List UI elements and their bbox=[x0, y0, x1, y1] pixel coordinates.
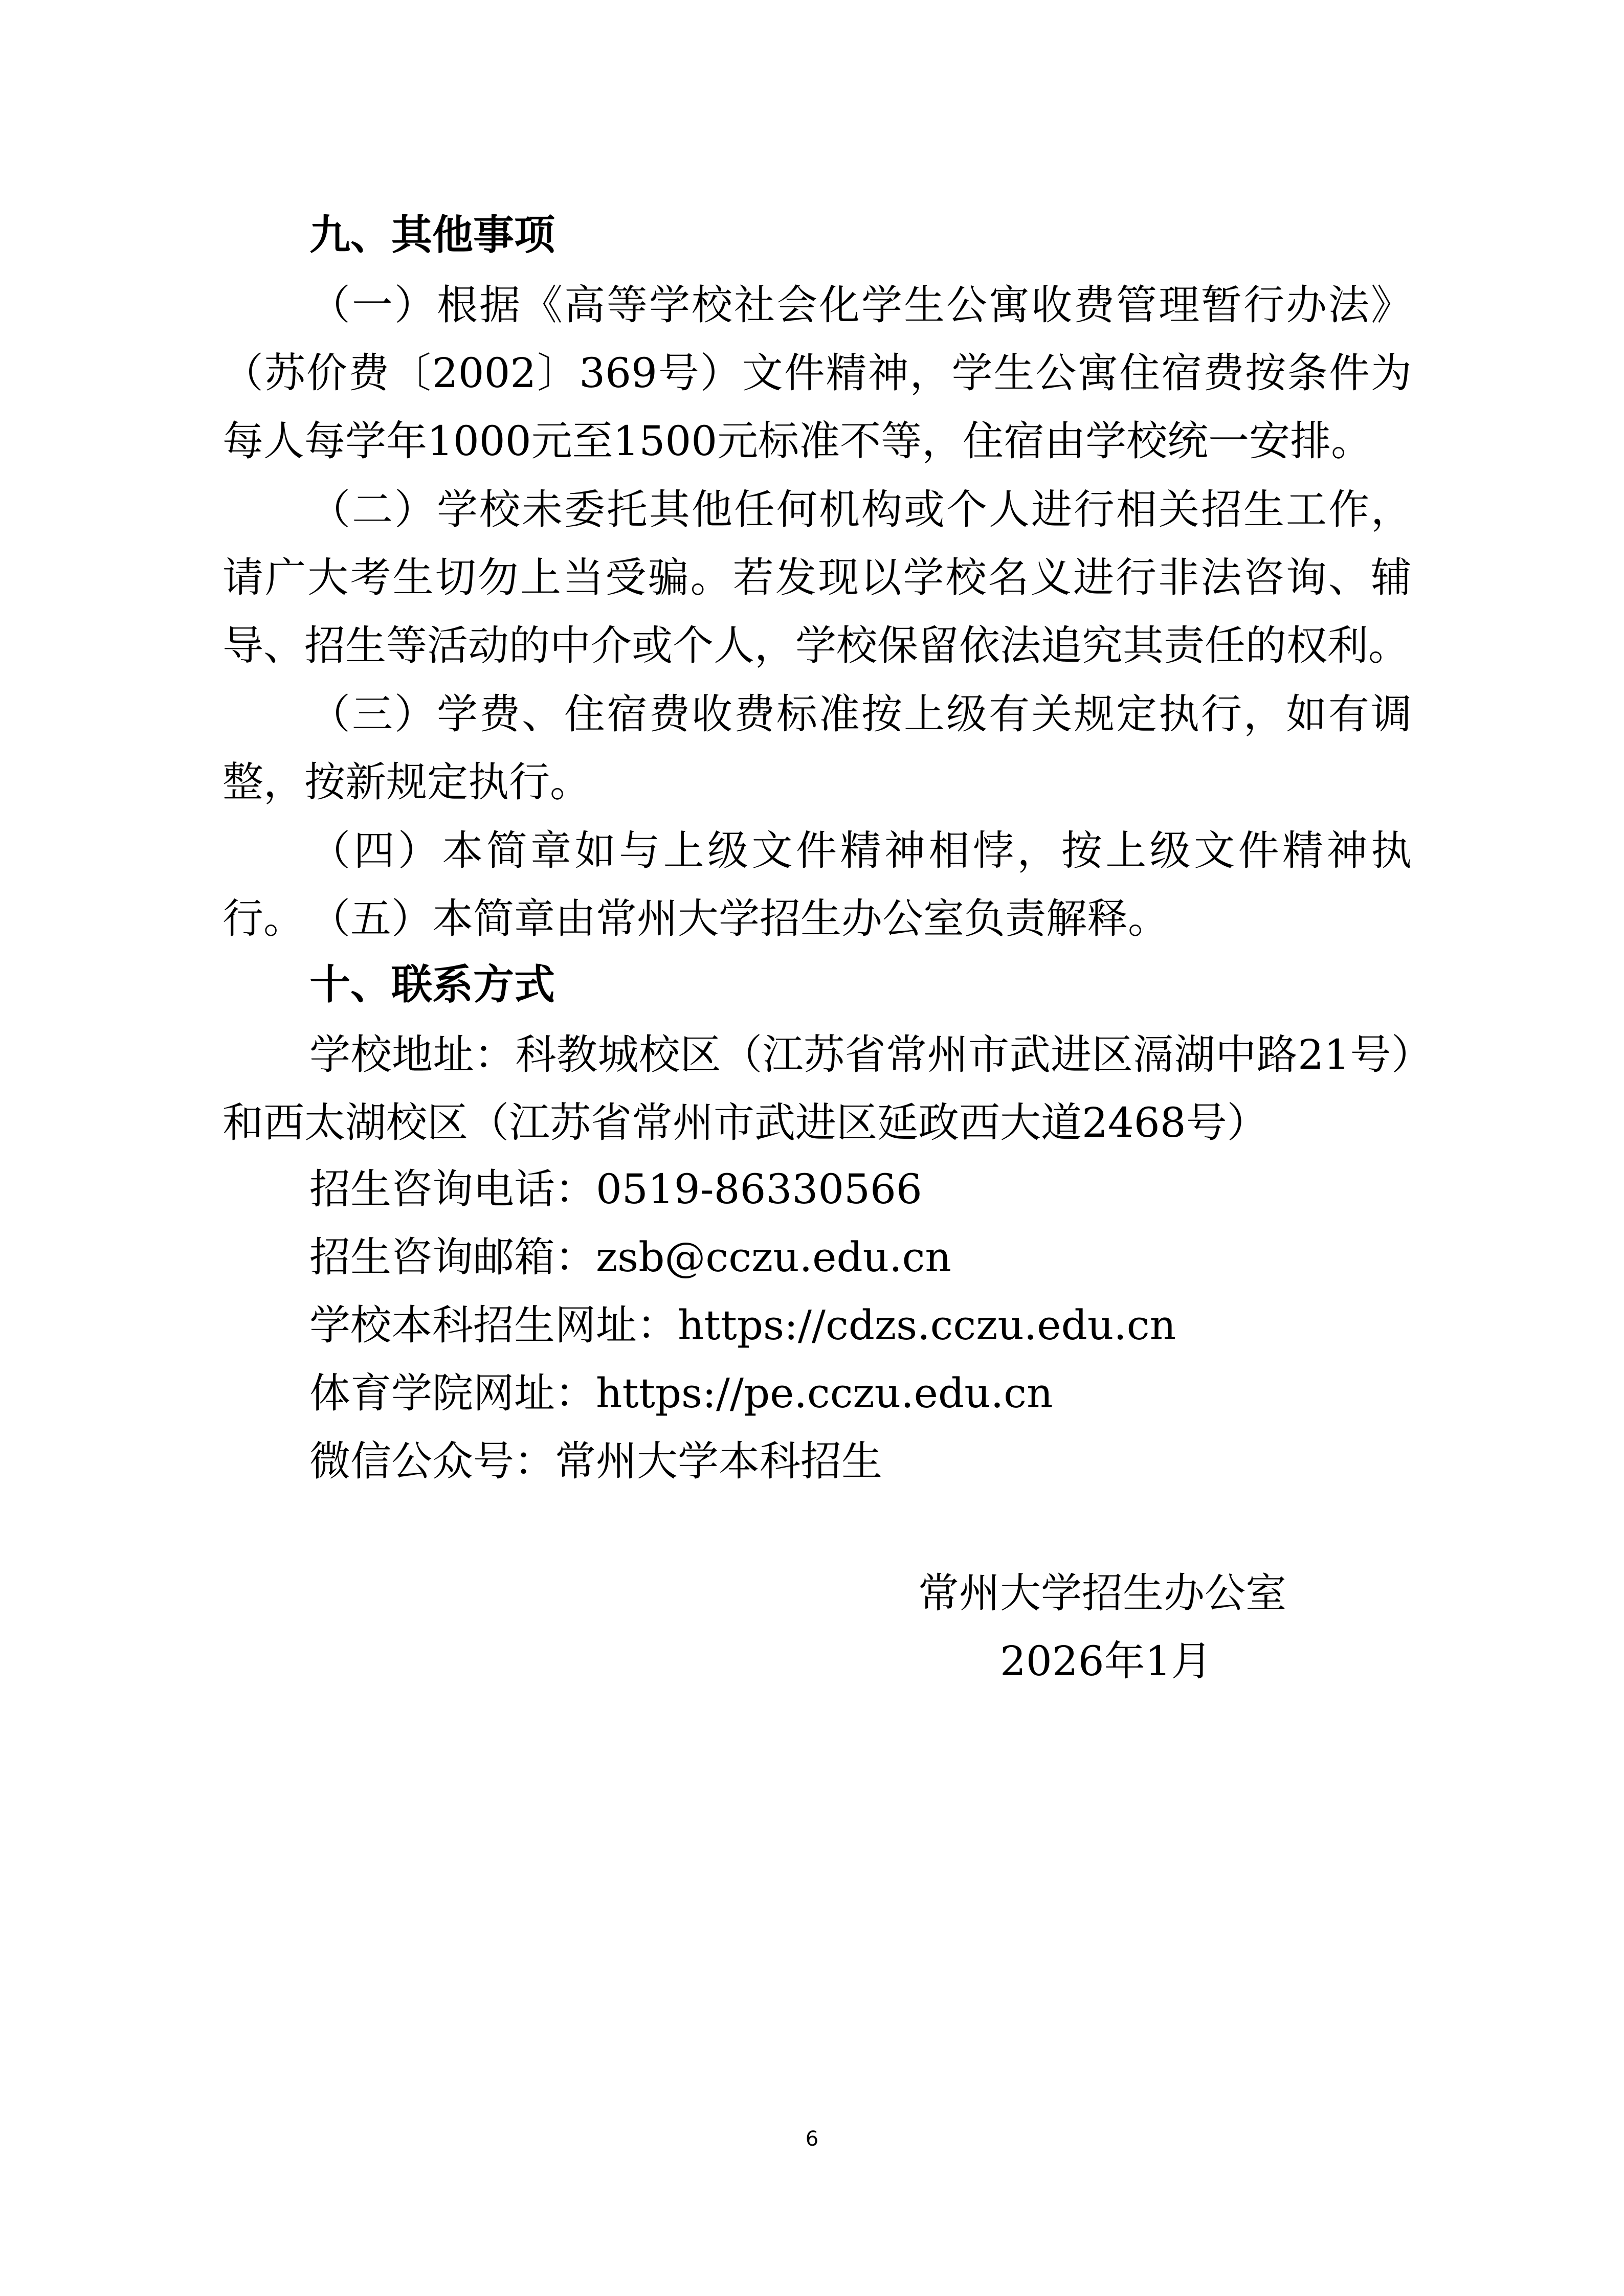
section-9-item-4: （四）本简章如与上级文件精神相悖，按上级文件精神执行。 bbox=[223, 827, 1412, 942]
section-9-item-3: （三）学费、住宿费收费标准按上级有关规定执行，如有调整，按新规定执行。 bbox=[223, 690, 1412, 806]
section-9-heading: 九、其他事项 bbox=[309, 211, 555, 259]
contact-pe-site: 体育学院网址：https://pe.cczu.edu.cn bbox=[309, 1369, 1053, 1417]
contact-address: 学校地址：科教城校区（江苏省常州市武进区滆湖中路21号）和西太湖校区（江苏省常州市武进区延政西大道2468号） bbox=[223, 1031, 1412, 1146]
contact-email: 招生咨询邮箱：zsb@cczu.edu.cn bbox=[309, 1233, 951, 1281]
section-9-item-1: （一）根据《高等学校社会化学生公寓收费管理暂行办法》（苏价费〔2002〕369号）文件精神，学生公寓住宿费按条件为每人每学年1000元至1500元标准不等，住宿由学校统一安排。 bbox=[223, 281, 1412, 465]
contact-wechat: 微信公众号：常州大学本科招生 bbox=[309, 1437, 882, 1485]
page-number: 6 bbox=[805, 2127, 819, 2151]
signature-office: 常州大学招生办公室 bbox=[918, 1569, 1286, 1617]
contact-admission-site: 学校本科招生网址：https://cdzs.cczu.edu.cn bbox=[309, 1301, 1176, 1349]
section-9-item-2: （二）学校未委托其他任何机构或个人进行相关招生工作，请广大考生切勿上当受骗。若发现以学校名义进行非法咨询、辅导、招生等活动的中介或个人，学校保留依法追究其责任的权利。 bbox=[223, 486, 1412, 669]
contact-phone: 招生咨询电话：0519-86330566 bbox=[309, 1165, 922, 1213]
signature-date: 2026年1月 bbox=[1000, 1637, 1212, 1685]
section-10-heading: 十、联系方式 bbox=[309, 961, 555, 1008]
section-9-item-5: （五）本简章由常州大学招生办公室负责解释。 bbox=[309, 895, 1169, 942]
